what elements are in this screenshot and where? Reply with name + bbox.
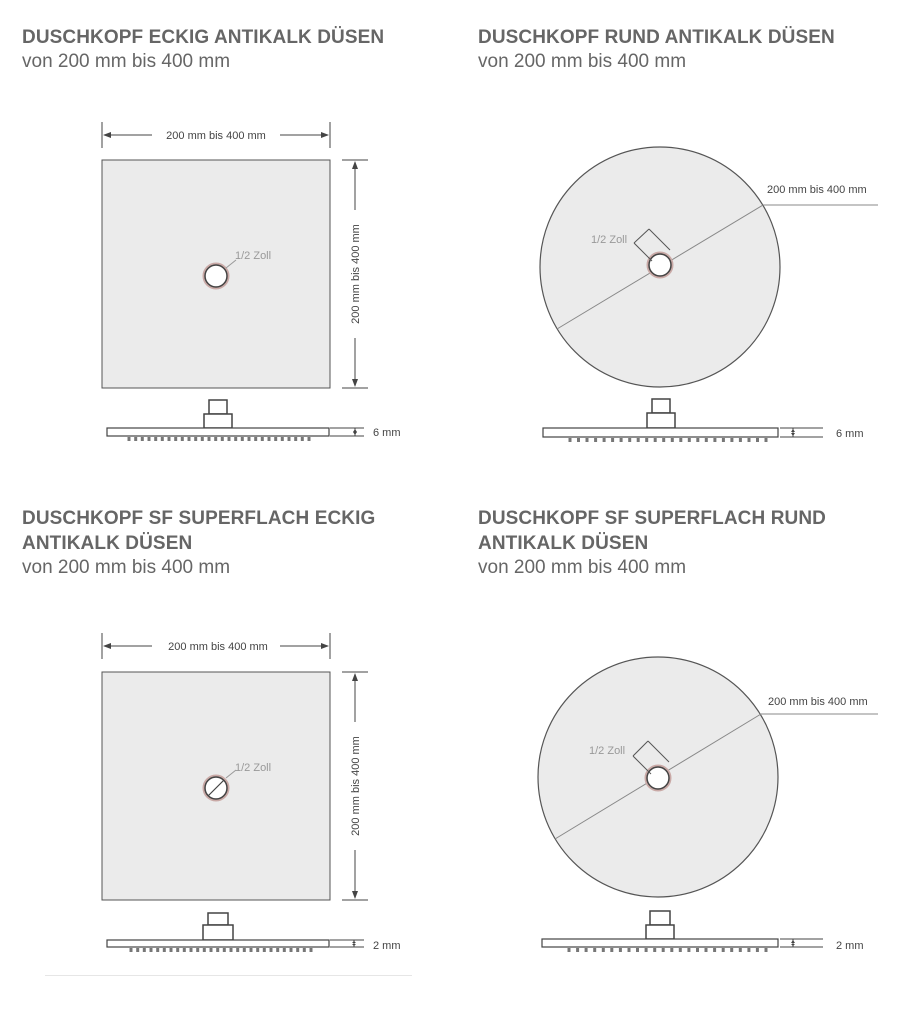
nozzle xyxy=(254,437,257,441)
nozzle xyxy=(739,948,742,952)
nozzle xyxy=(688,438,691,442)
nozzle xyxy=(236,948,239,952)
nozzle xyxy=(201,437,204,441)
panel-subtitle: von 200 mm bis 400 mm xyxy=(478,51,687,72)
nozzle xyxy=(301,437,304,441)
divider-line xyxy=(45,975,412,976)
nozzle xyxy=(290,948,293,952)
nozzle xyxy=(722,948,725,952)
nozzle xyxy=(603,438,606,442)
thread-label: 1/2 Zoll xyxy=(589,745,626,757)
width-dimension xyxy=(102,122,330,148)
side-view xyxy=(107,913,329,952)
nozzle xyxy=(163,948,166,952)
nozzle xyxy=(696,948,699,952)
nozzle xyxy=(261,437,264,441)
thickness-label: 6 mm xyxy=(373,427,401,439)
nozzle xyxy=(168,437,171,441)
nozzle xyxy=(270,948,273,952)
nozzle xyxy=(174,437,177,441)
nozzle xyxy=(250,948,253,952)
nozzle xyxy=(636,948,639,952)
nozzle xyxy=(739,438,742,442)
nozzle xyxy=(696,438,699,442)
nozzle xyxy=(568,948,571,952)
thickness-dimension xyxy=(780,428,864,440)
nozzle xyxy=(268,437,271,441)
nozzle xyxy=(208,437,211,441)
nozzle-row xyxy=(128,437,311,441)
nozzle xyxy=(128,437,131,441)
nozzle xyxy=(263,948,266,952)
nozzle xyxy=(223,948,226,952)
nozzle xyxy=(653,948,656,952)
nozzle xyxy=(747,948,750,952)
nozzle-row xyxy=(568,948,768,952)
nozzle xyxy=(196,948,199,952)
nozzle xyxy=(141,437,144,441)
nozzle-row xyxy=(130,948,313,952)
panel-title-line-1: DUSCHKOPF SF SUPERFLACH ECKIG xyxy=(22,508,376,529)
nozzle xyxy=(637,438,640,442)
panel-title-line-2: ANTIKALK DÜSEN xyxy=(478,533,649,554)
nozzle xyxy=(748,438,751,442)
nozzle xyxy=(628,438,631,442)
panel-title-line-2: ANTIKALK DÜSEN xyxy=(22,533,193,554)
nozzle xyxy=(679,948,682,952)
nozzle xyxy=(569,438,572,442)
panel-subtitle: von 200 mm bis 400 mm xyxy=(478,557,687,578)
nozzle xyxy=(765,438,768,442)
nozzle xyxy=(248,437,251,441)
panel-subtitle: von 200 mm bis 400 mm xyxy=(22,557,231,578)
nozzle xyxy=(296,948,299,952)
nozzle xyxy=(654,438,657,442)
nozzle xyxy=(713,948,716,952)
thread-label: 1/2 Zoll xyxy=(235,250,272,262)
height-label: 200 mm bis 400 mm xyxy=(350,736,362,836)
nozzle xyxy=(730,438,733,442)
nozzle xyxy=(611,438,614,442)
diameter-label: 200 mm bis 400 mm xyxy=(767,184,867,196)
round-showerhead-drawing xyxy=(450,0,900,470)
nozzle xyxy=(310,948,313,952)
width-label: 200 mm bis 400 mm xyxy=(166,130,266,142)
width-label: 200 mm bis 400 mm xyxy=(168,641,268,653)
side-view xyxy=(543,399,778,442)
nozzle xyxy=(620,438,623,442)
nozzle xyxy=(713,438,716,442)
height-dimension xyxy=(342,672,368,900)
square-showerhead-drawing xyxy=(0,0,450,470)
nozzle xyxy=(281,437,284,441)
side-view xyxy=(542,911,778,952)
side-view xyxy=(107,400,329,441)
nozzle xyxy=(256,948,259,952)
nozzle xyxy=(303,948,306,952)
nozzle xyxy=(210,948,213,952)
panel-round-antikalk xyxy=(450,0,900,470)
nozzle xyxy=(228,437,231,441)
nozzle xyxy=(154,437,157,441)
panel-square-antikalk xyxy=(0,0,450,470)
nozzle xyxy=(679,438,682,442)
nozzle xyxy=(130,948,133,952)
panel-title: DUSCHKOPF RUND ANTIKALK DÜSEN xyxy=(478,27,835,48)
nozzle xyxy=(150,948,153,952)
nozzle xyxy=(170,948,173,952)
panel-subtitle: von 200 mm bis 400 mm xyxy=(22,51,231,72)
nozzle xyxy=(619,948,622,952)
nozzle xyxy=(274,437,277,441)
nozzle-row xyxy=(569,438,768,442)
nozzle xyxy=(602,948,605,952)
nozzle xyxy=(585,948,588,952)
thickness-dimension xyxy=(780,939,864,952)
nozzle xyxy=(183,948,186,952)
nozzle xyxy=(156,948,159,952)
thickness-dimension xyxy=(330,427,401,439)
panel-title-line-1: DUSCHKOPF SF SUPERFLACH RUND xyxy=(478,508,826,529)
nozzle xyxy=(577,438,580,442)
round-superflach-drawing xyxy=(450,490,900,990)
thickness-label: 6 mm xyxy=(836,428,864,440)
nozzle xyxy=(645,438,648,442)
nozzle xyxy=(288,437,291,441)
nozzle xyxy=(671,438,674,442)
thickness-label: 2 mm xyxy=(836,940,864,952)
nozzle xyxy=(181,437,184,441)
nozzle xyxy=(594,438,597,442)
thickness-label: 2 mm xyxy=(373,940,401,952)
nozzle xyxy=(765,948,768,952)
nozzle xyxy=(194,437,197,441)
nozzle xyxy=(756,948,759,952)
nozzle xyxy=(283,948,286,952)
thread-label: 1/2 Zoll xyxy=(235,762,272,774)
nozzle xyxy=(610,948,613,952)
nozzle xyxy=(230,948,233,952)
nozzle xyxy=(241,437,244,441)
nozzle xyxy=(308,437,311,441)
panel-round-superflach xyxy=(450,490,900,990)
nozzle xyxy=(143,948,146,952)
thickness-dimension xyxy=(330,940,401,952)
height-label: 200 mm bis 400 mm xyxy=(350,224,362,324)
nozzle xyxy=(628,948,631,952)
nozzle xyxy=(576,948,579,952)
nozzle xyxy=(136,948,139,952)
nozzle xyxy=(705,438,708,442)
width-dimension xyxy=(102,633,330,659)
nozzle xyxy=(221,437,224,441)
nozzle xyxy=(687,948,690,952)
nozzle xyxy=(176,948,179,952)
nozzle xyxy=(161,437,164,441)
nozzle xyxy=(662,948,665,952)
nozzle xyxy=(294,437,297,441)
nozzle xyxy=(134,437,137,441)
diameter-label: 200 mm bis 400 mm xyxy=(768,696,868,708)
nozzle xyxy=(705,948,708,952)
square-superflach-drawing xyxy=(0,490,450,990)
nozzle xyxy=(662,438,665,442)
nozzle xyxy=(203,948,206,952)
nozzle xyxy=(276,948,279,952)
nozzle xyxy=(670,948,673,952)
panel-title: DUSCHKOPF ECKIG ANTIKALK DÜSEN xyxy=(22,27,385,48)
nozzle xyxy=(188,437,191,441)
thread-label: 1/2 Zoll xyxy=(591,234,628,246)
nozzle xyxy=(234,437,237,441)
nozzle xyxy=(190,948,193,952)
nozzle xyxy=(586,438,589,442)
panel-square-superflach xyxy=(0,490,450,990)
nozzle xyxy=(593,948,596,952)
nozzle xyxy=(148,437,151,441)
nozzle xyxy=(645,948,648,952)
nozzle xyxy=(214,437,217,441)
nozzle xyxy=(730,948,733,952)
height-dimension xyxy=(342,160,368,388)
nozzle xyxy=(756,438,759,442)
nozzle xyxy=(216,948,219,952)
nozzle xyxy=(243,948,246,952)
nozzle xyxy=(722,438,725,442)
